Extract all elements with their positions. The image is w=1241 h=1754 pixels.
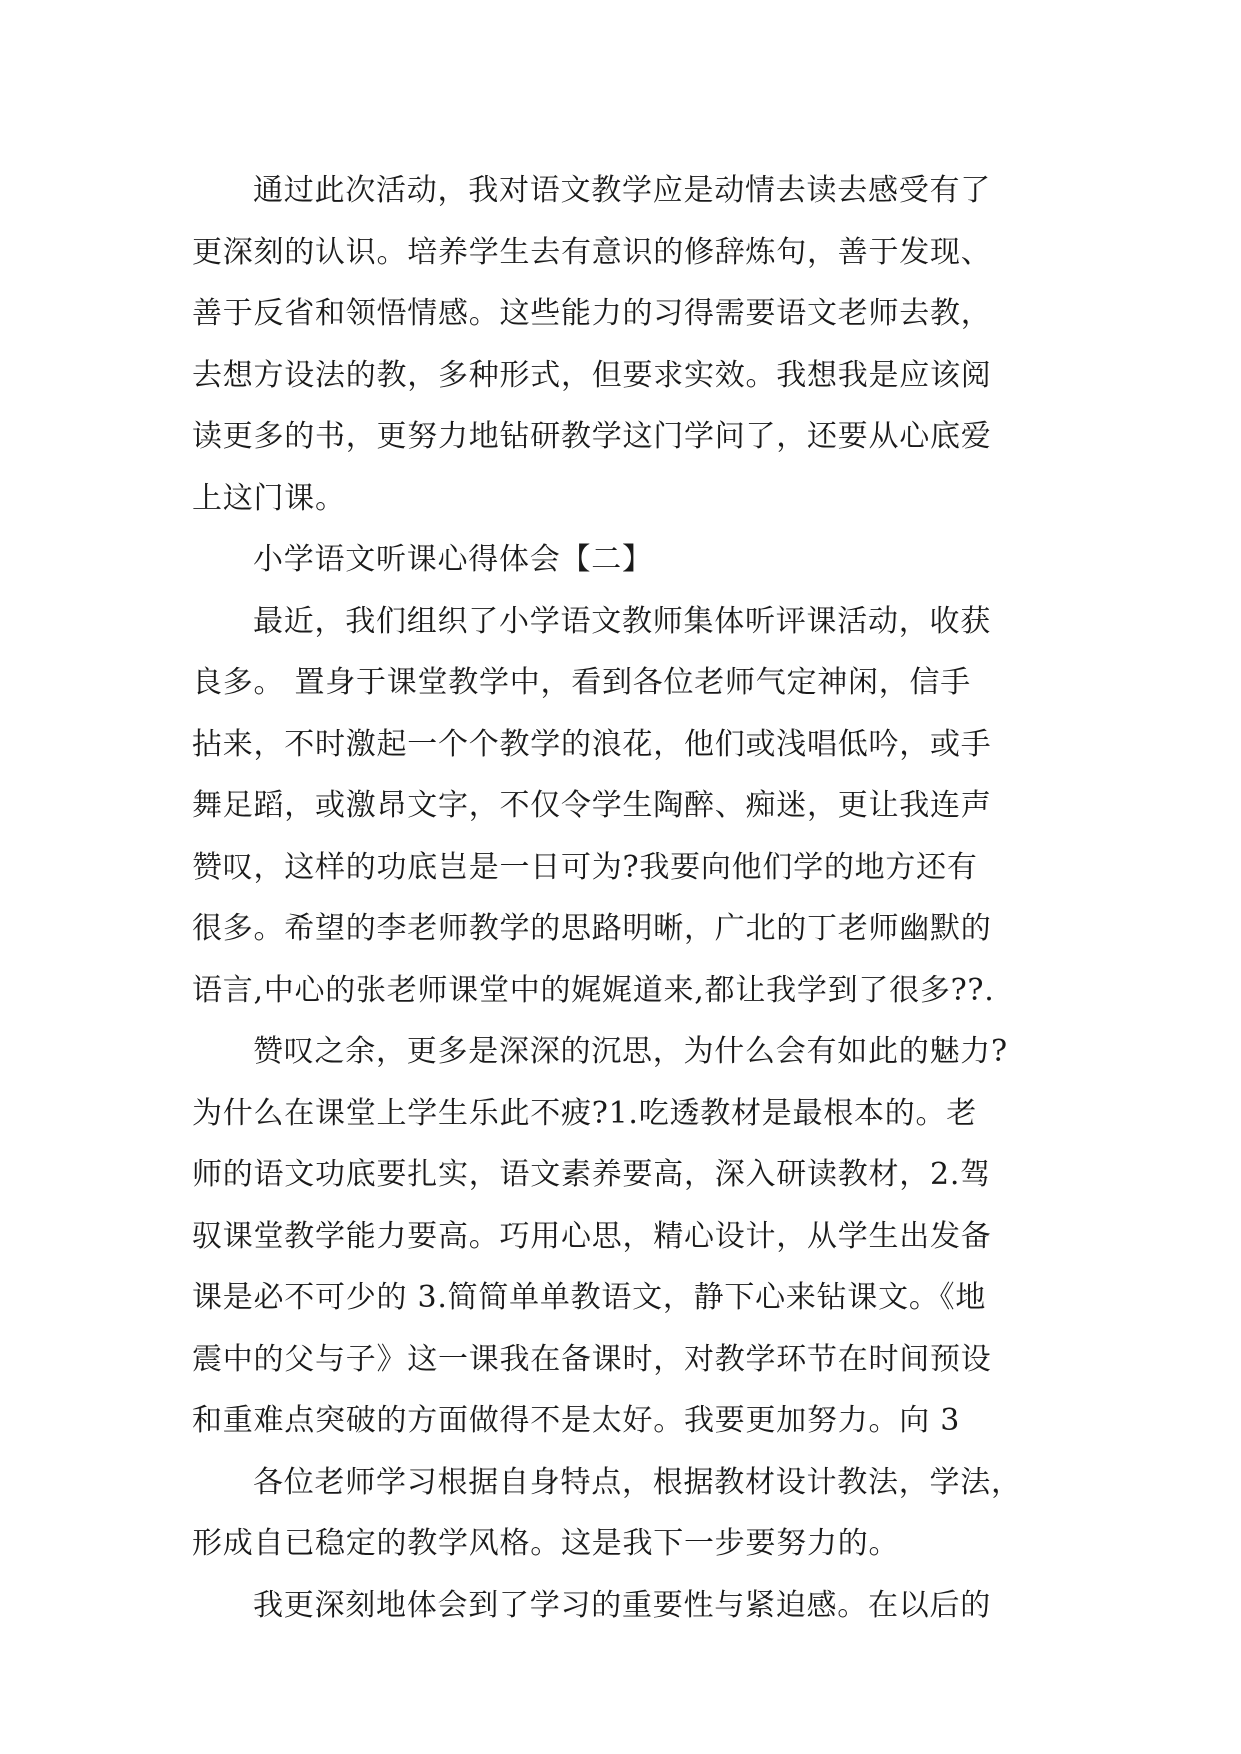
paragraph-line: 赞叹，这样的功底岂是一日可为?我要向他们学的地方还有 xyxy=(192,849,978,885)
paragraph-line: 师的语文功底要扎实，语文素养要高，深入研读教材，2.驾 xyxy=(192,1157,991,1192)
paragraph-line: 善于反省和领悟情感。这些能力的习得需要语文老师去教， xyxy=(192,296,992,331)
paragraph-line: 震中的父与子》这一课我在备课时，对教学环节在时间预设 xyxy=(192,1341,992,1377)
document-body xyxy=(192,160,1062,1636)
paragraph-line: 课是必不可少的 3.简简单单教语文，静下心来钻课文。《地 xyxy=(192,1280,987,1315)
paragraph-line: 更深刻的认识。培养学生去有意识的修辞炼句，善于发现、 xyxy=(192,234,992,270)
paragraph-line: 我更深刻地体会到了学习的重要性与紧迫感。在以后的 xyxy=(253,1587,991,1623)
paragraph-line: 各位老师学习根据自身特点，根据教材设计教法，学法， xyxy=(253,1464,1022,1500)
paragraph-line: 和重难点突破的方面做得不是太好。我要更加努力。向 3 xyxy=(192,1403,961,1438)
paragraph-line: 形成自已稳定的教学风格。这是我下一步要努力的。 xyxy=(192,1526,900,1561)
paragraph-line: 很多。希望的李老师教学的思路明晰，广北的丁老师幽默的 xyxy=(192,911,992,946)
paragraph-line: 最近，我们组织了小学语文教师集体听评课活动，收获 xyxy=(253,603,991,639)
paragraph-line: 良多。 置身于课堂教学中，看到各位老师气定神闲，信手 xyxy=(192,665,972,700)
paragraph-line: 读更多的书，更努力地钻研教学这门学问了，还要从心底爱 xyxy=(192,419,992,454)
paragraph-line: 拈来，不时激起一个个教学的浪花，他们或浅唱低吟，或手 xyxy=(192,726,992,762)
paragraph-line: 上这门课。 xyxy=(192,480,346,516)
paragraph-line: 通过此次活动，我对语文教学应是动情去读去感受有了 xyxy=(253,173,991,208)
paragraph-line: 去想方设法的教，多种形式，但要求实效。我想我是应该阅 xyxy=(192,357,992,393)
section-heading: 小学语文听课心得体会【二】 xyxy=(253,542,653,577)
paragraph-line: 舞足蹈，或激昂文字，不仅令学生陶醉、痴迷，更让我连声 xyxy=(192,788,992,823)
paragraph-line: 为什么在课堂上学生乐此不疲?1.吃透教材是最根本的。老 xyxy=(192,1095,977,1131)
paragraph-line: 驭课堂教学能力要高。巧用心思，精心设计，从学生出发备 xyxy=(192,1218,992,1254)
paragraph-line: 语言,中心的张老师课堂中的娓娓道来,都让我学到了很多??. xyxy=(192,972,995,1008)
paragraph-line: 赞叹之余，更多是深深的沉思，为什么会有如此的魅力? xyxy=(253,1034,1008,1069)
